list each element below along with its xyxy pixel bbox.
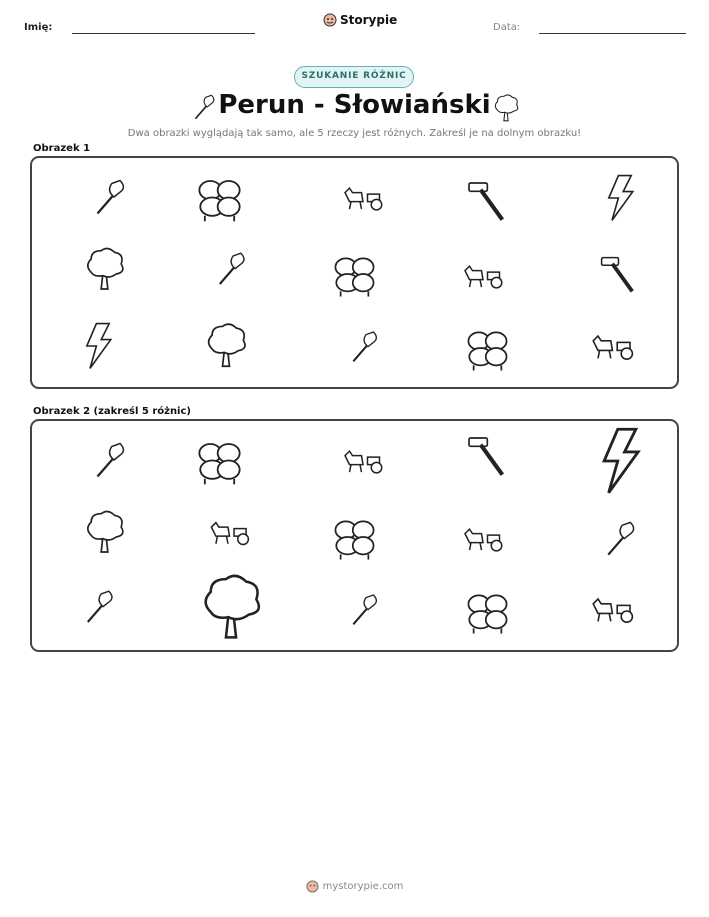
- tree-icon: [490, 92, 522, 124]
- instructions: Dwa obrazki wyglądają tak samo, ale 5 rzeczy jest różnych. Zakreśl je na dolnym obrazku!: [127, 128, 582, 139]
- hammer-icon: [597, 252, 643, 300]
- tree-icon: [200, 318, 252, 373]
- footer: [0, 880, 709, 893]
- horse-cart-icon: [462, 521, 507, 556]
- page-title: Perun - Słowiański: [218, 90, 491, 120]
- date-label: Data:: [493, 22, 521, 33]
- section2-label: Obrazek 2 (zakreśl 5 różnic): [33, 406, 191, 417]
- lightning-icon: [602, 174, 638, 222]
- tree-icon: [77, 244, 132, 294]
- header: [0, 0, 709, 50]
- hammer-icon: [464, 178, 514, 228]
- picture-1-panel: [30, 156, 679, 389]
- horse-cart-icon: [590, 591, 638, 627]
- hammer-icon: [464, 433, 514, 483]
- axe-icon: [210, 246, 252, 294]
- cattle-icon: [192, 433, 247, 488]
- cattle-icon: [327, 248, 382, 300]
- cattle-icon: [460, 585, 515, 637]
- tree-icon: [77, 507, 132, 557]
- brand-logo: [323, 13, 397, 27]
- horse-cart-icon: [590, 328, 638, 364]
- horse-cart-icon: [342, 443, 387, 478]
- axe-icon: [344, 326, 384, 370]
- horse-cart-icon: [208, 515, 254, 549]
- cattle-icon: [327, 511, 382, 563]
- axe-icon: [87, 439, 132, 484]
- axe-icon: [344, 589, 384, 633]
- axe-icon: [87, 176, 132, 221]
- brand-name: Storypie: [340, 13, 398, 27]
- activity-badge: SZUKANIE RÓŻNIC: [294, 66, 414, 88]
- storypie-icon: [323, 13, 337, 27]
- lightning-icon: [597, 427, 643, 495]
- axe-icon: [598, 517, 642, 563]
- lightning-icon: [80, 322, 116, 370]
- name-line: [72, 33, 255, 34]
- name-label: Imię:: [24, 22, 53, 33]
- section1-label: Obrazek 1: [33, 143, 91, 154]
- cattle-icon: [192, 170, 247, 225]
- horse-cart-icon: [462, 258, 507, 293]
- horse-cart-icon: [342, 180, 387, 215]
- tree-icon: [190, 569, 272, 645]
- footer-url[interactable]: mystorypie.com: [322, 881, 404, 892]
- axe-icon: [78, 585, 120, 631]
- cattle-icon: [460, 322, 515, 374]
- storypie-icon: [306, 880, 319, 893]
- picture-2-panel: [30, 419, 679, 652]
- date-line: [539, 33, 686, 34]
